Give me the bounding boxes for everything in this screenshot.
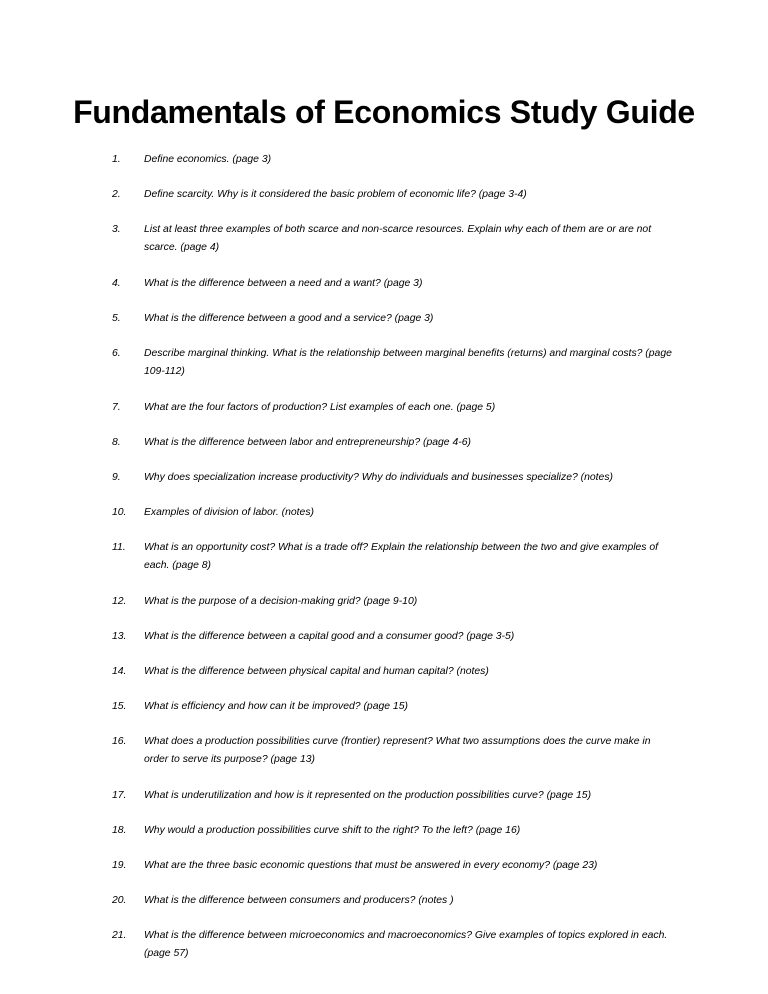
list-item — [112, 275, 672, 293]
question-text: List at least three examples of both scarce and non-scarce resources. Explain why each of them are or are not scarce. (page 4) — [144, 224, 652, 253]
question-number: 14. — [112, 666, 127, 677]
question-number: 17. — [112, 790, 127, 801]
question-number: 2. — [112, 189, 121, 200]
question-number: 13. — [112, 631, 127, 642]
question-number: 20. — [112, 895, 127, 906]
list-item — [112, 345, 672, 381]
list-item — [112, 857, 672, 875]
question-text: What is the difference between consumers and producers? (notes ) — [144, 895, 454, 906]
question-text: What is efficiency and how can it be improved? (page 15) — [144, 701, 408, 712]
question-number: 12. — [112, 596, 127, 607]
question-text: What is the difference between a need and a want? (page 3) — [144, 278, 423, 289]
question-text: Describe marginal thinking. What is the relationship between marginal benefits (returns) and marginal costs? (page 109-112) — [144, 348, 672, 377]
list-item — [112, 186, 672, 204]
list-item — [112, 663, 672, 681]
list-item — [112, 822, 672, 840]
question-text: What is the purpose of a decision-making grid? (page 9-10) — [144, 596, 418, 607]
page-title: Fundamentals of Economics Study Guide — [73, 94, 695, 130]
question-number: 21. — [112, 930, 127, 941]
question-text: What are the three basic economic questions that must be answered in every economy? (page 23) — [144, 860, 598, 871]
question-text: What is the difference between microeconomics and macroeconomics? Give examples of topics explored in each. (page 57) — [144, 930, 668, 959]
question-text: Define scarcity. Why is it considered the basic problem of economic life? (page 3-4) — [144, 189, 527, 200]
question-number: 19. — [112, 860, 127, 871]
question-text: What is the difference between physical capital and human capital? (notes) — [144, 666, 489, 677]
question-number: 1. — [112, 154, 121, 165]
list-item — [112, 892, 672, 910]
question-text: What is underutilization and how is it represented on the production possibilities curve? (page 15) — [144, 790, 592, 801]
question-text: What is the difference between a capital good and a consumer good? (page 3-5) — [144, 631, 515, 642]
question-text: What is the difference between labor and entrepreneurship? (page 4-6) — [144, 437, 471, 448]
list-item — [112, 151, 672, 169]
list-item — [112, 221, 672, 257]
question-number: 5. — [112, 313, 121, 324]
question-number: 6. — [112, 348, 121, 359]
list-item — [112, 469, 672, 487]
list-item — [112, 698, 672, 716]
question-number: 16. — [112, 736, 127, 747]
question-number: 7. — [112, 402, 121, 413]
list-item — [112, 310, 672, 328]
list-item — [112, 504, 672, 522]
question-text: What is an opportunity cost? What is a trade off? Explain the relationship between the two and give examples of each. (page 8) — [144, 542, 659, 571]
question-text: What does a production possibilities curve (frontier) represent? What two assumptions does the curve make in order to serve its purpose? (page 13) — [144, 736, 651, 765]
question-text: Examples of division of labor. (notes) — [144, 507, 314, 518]
list-item — [112, 733, 672, 769]
question-text: Why does specialization increase productivity? Why do individuals and businesses specialize? (notes) — [144, 472, 613, 483]
question-text: What are the four factors of production? List examples of each one. (page 5) — [144, 402, 496, 413]
question-number: 3. — [112, 224, 121, 235]
question-text: What is the difference between a good and a service? (page 3) — [144, 313, 434, 324]
list-item — [112, 593, 672, 611]
question-number: 9. — [112, 472, 121, 483]
question-text: Define economics. (page 3) — [144, 154, 272, 165]
question-number: 10. — [112, 507, 127, 518]
list-item — [112, 787, 672, 805]
list-item — [112, 539, 672, 575]
list-item — [112, 927, 672, 963]
question-number: 4. — [112, 278, 121, 289]
question-number: 8. — [112, 437, 121, 448]
list-item — [112, 628, 672, 646]
question-number: 18. — [112, 825, 127, 836]
question-text: Why would a production possibilities curve shift to the right? To the left? (page 16) — [144, 825, 521, 836]
question-number: 11. — [112, 542, 126, 553]
list-item — [112, 399, 672, 417]
question-number: 15. — [112, 701, 127, 712]
list-item — [112, 434, 672, 452]
